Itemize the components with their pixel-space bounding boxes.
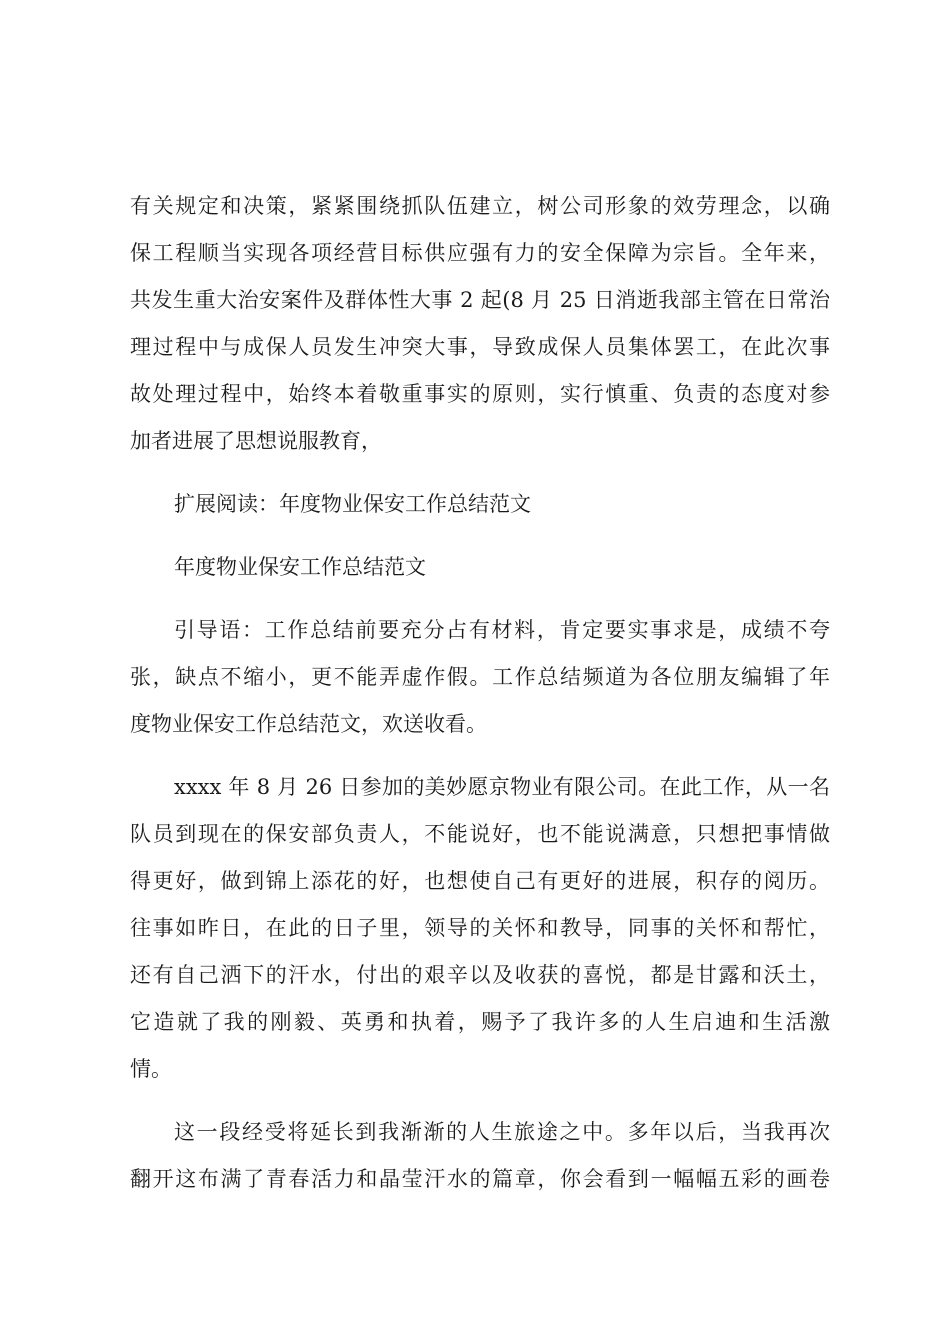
paragraph-3 [130, 544, 830, 591]
text-line: 往事如昨日，在此的日子里，领导的关怀和教导，同事的关怀和帮忙， [130, 916, 830, 940]
text-line: 理过程中与成保人员发生冲突大事，导致成保人员集体罢工，在此次事 [130, 335, 830, 359]
text-line: 共发生重大治安案件及群体性大事 2 起(8 月 25 日消逝我部主管在日常治 [130, 288, 830, 312]
text-line: 引导语：工作总结前要充分占有材料，肯定要实事求是，成绩不夸 [174, 618, 830, 642]
paragraph-2 [130, 481, 830, 528]
text-line: 加者进展了思想说服教育， [130, 429, 382, 453]
section-title: 年度物业保安工作总结范文 [174, 555, 426, 579]
text-line: xxxx 年 8 月 26 日参加的美妙愿京物业有限公司。在此工作，从一名 [174, 775, 830, 799]
text-line: 有关规定和决策，紧紧围绕抓队伍建立，树公司形象的效劳理念，以确 [130, 194, 830, 218]
paragraph-5 [130, 764, 830, 1093]
text-line: 保工程顺当实现各项经营目标供应强有力的安全保障为宗旨。全年来， [130, 241, 830, 265]
text-line: 度物业保安工作总结范文，欢送收看。 [130, 712, 487, 736]
text-line: 这一段经受将延长到我渐渐的人生旅途之中。多年以后，当我再次 [174, 1120, 830, 1144]
extended-reading-label: 扩展阅读：年度物业保安工作总结范文 [174, 492, 531, 516]
text-line: 队员到现在的保安部负责人，不能说好，也不能说满意，只想把事情做 [130, 822, 830, 846]
document-body [130, 183, 830, 1203]
text-line: 翻开这布满了青春活力和晶莹汗水的篇章，你会看到一幅幅五彩的画卷 [130, 1167, 830, 1191]
text-line: 情。 [130, 1057, 172, 1081]
text-line: 张，缺点不缩小，更不能弄虚作假。工作总结频道为各位朋友编辑了年 [130, 665, 830, 689]
text-line: 故处理过程中，始终本着敬重事实的原则，实行慎重、负责的态度对参 [130, 382, 830, 406]
text-line: 得更好，做到锦上添花的好，也想使自己有更好的进展，积存的阅历。 [130, 869, 830, 893]
text-line: 它造就了我的刚毅、英勇和执着，赐予了我许多的人生启迪和生活激 [130, 1010, 830, 1034]
paragraph-6 [130, 1109, 830, 1203]
text-line: 还有自己洒下的汗水，付出的艰辛以及收获的喜悦，都是甘露和沃土， [130, 963, 830, 987]
paragraph-1 [130, 183, 830, 465]
paragraph-4 [130, 607, 830, 748]
